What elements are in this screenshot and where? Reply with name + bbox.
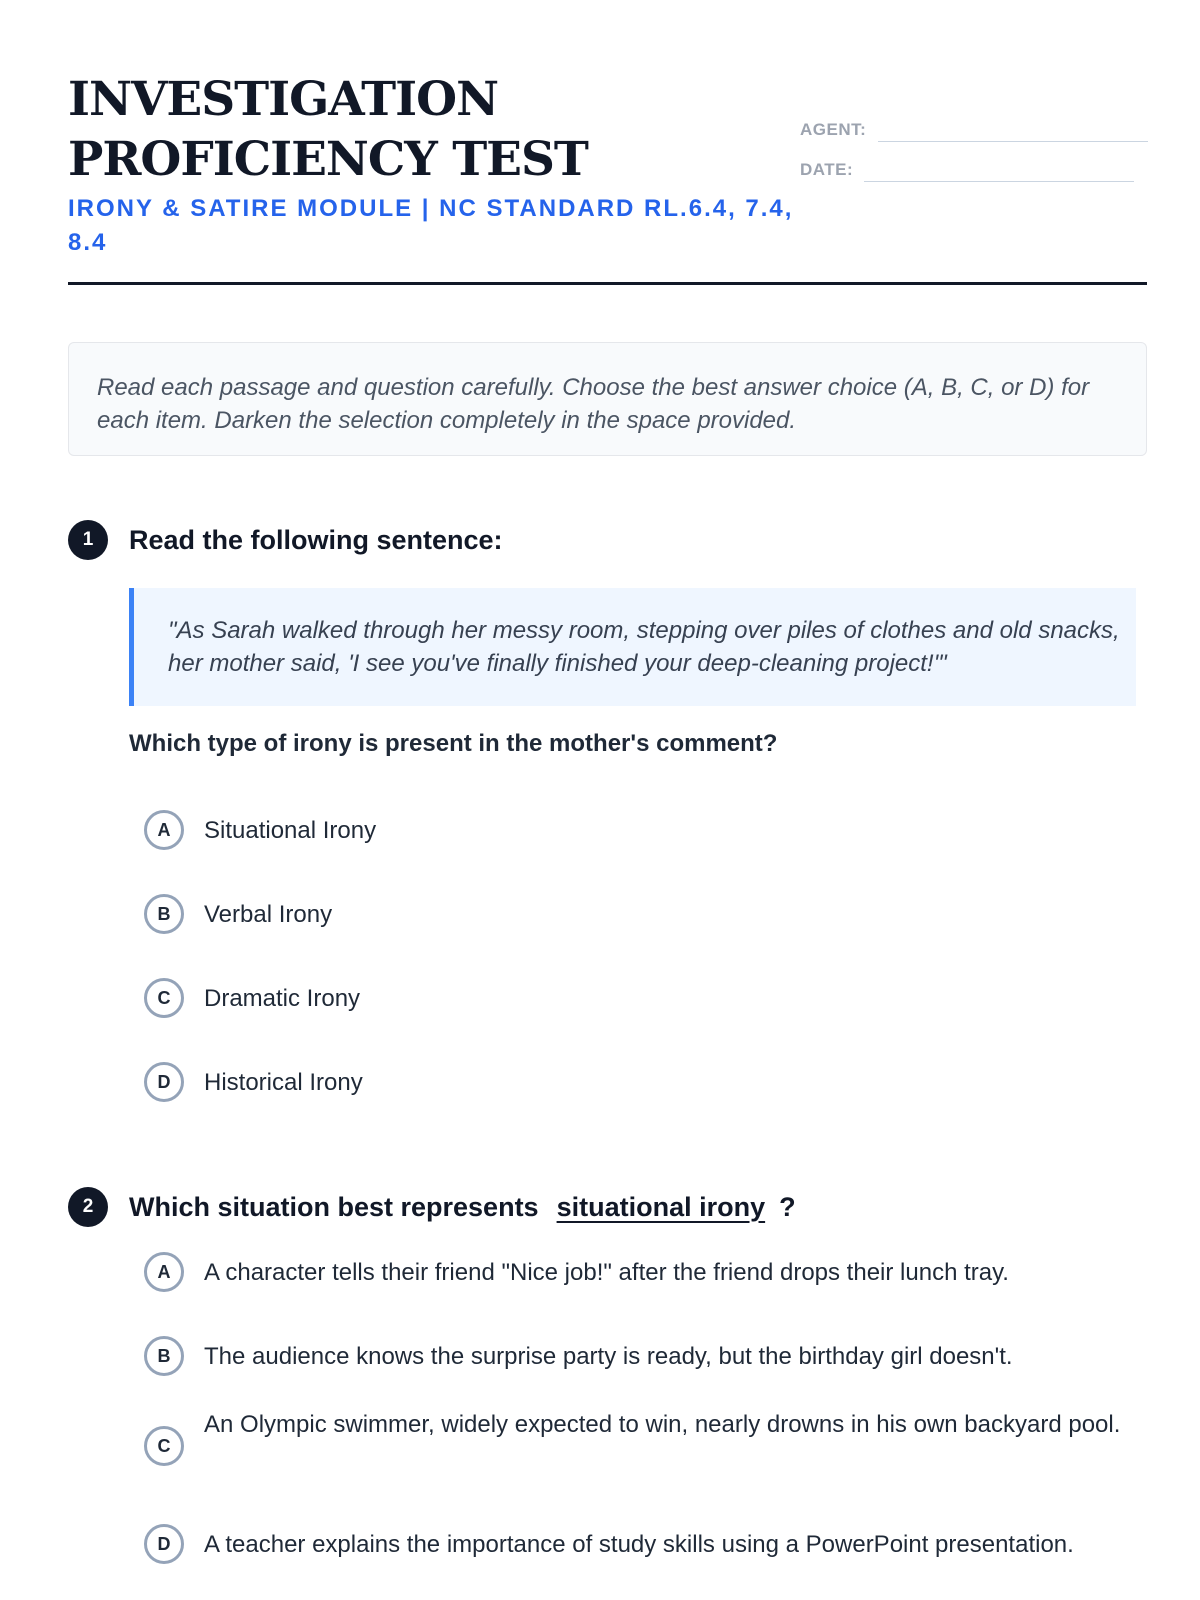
answer-bubble-c[interactable]: C xyxy=(144,1426,184,1466)
option-text: An Olympic swimmer, widely expected to win, nearly drowns in his own backyard pool. xyxy=(204,1411,1121,1438)
answer-bubble-d[interactable]: D xyxy=(144,1062,184,1102)
header-divider xyxy=(68,282,1147,285)
option-text: The audience knows the surprise party is ready, but the birthday girl doesn't. xyxy=(204,1343,1013,1370)
instructions-box: Read each passage and question carefully. Choose the best answer choice (A, B, C, or D) for each item. Darken the selection completely in the space provided. xyxy=(68,342,1147,456)
option-text: Situational Irony xyxy=(204,817,377,844)
answer-bubble-b[interactable]: B xyxy=(144,1336,184,1376)
option-text: A character tells their friend "Nice job!" after the friend drops their lunch tray. xyxy=(204,1259,1009,1286)
question-mark: ? xyxy=(779,1192,796,1222)
option-text: A teacher explains the importance of study skills using a PowerPoint presentation. xyxy=(204,1531,1074,1558)
question-number-badge: 2 xyxy=(68,1187,108,1227)
agent-field xyxy=(800,120,1150,160)
title-line-2: PROFICIENCY TEST xyxy=(68,132,588,187)
title-line-1: INVESTIGATION xyxy=(68,72,499,127)
page-subtitle: IRONY & SATIRE MODULE | NC STANDARD RL.6.4, 7.4, 8.4 xyxy=(68,195,794,256)
question-prompt: Which type of irony is present in the mother's comment? xyxy=(129,730,778,757)
option-text: Verbal Irony xyxy=(204,901,333,928)
answer-bubble-a[interactable]: A xyxy=(144,1252,184,1292)
answer-bubble-d[interactable]: D xyxy=(144,1524,184,1564)
question-title xyxy=(129,1189,796,1225)
question-number-badge: 1 xyxy=(68,520,108,560)
passage-quote: "As Sarah walked through her messy room, stepping over piles of clothes and old snacks, her mother said, 'I see you've finally finished your deep-cleaning project!'" xyxy=(129,588,1136,706)
date-field xyxy=(800,160,1150,200)
agent-label: AGENT: xyxy=(800,120,867,139)
agent-input-line[interactable] xyxy=(878,141,1148,142)
option-text: Dramatic Irony xyxy=(204,985,361,1012)
date-input-line[interactable] xyxy=(864,181,1134,182)
question-title: Read the following sentence: xyxy=(129,525,503,555)
option-text: Historical Irony xyxy=(204,1069,363,1096)
answer-bubble-c[interactable]: C xyxy=(144,978,184,1018)
question-title-text: Which situation best represents xyxy=(129,1192,539,1222)
key-term: situational irony xyxy=(556,1192,766,1222)
answer-bubble-b[interactable]: B xyxy=(144,894,184,934)
agent-date-fields xyxy=(800,120,1150,200)
answer-bubble-a[interactable]: A xyxy=(144,810,184,850)
date-label: DATE: xyxy=(800,160,854,179)
